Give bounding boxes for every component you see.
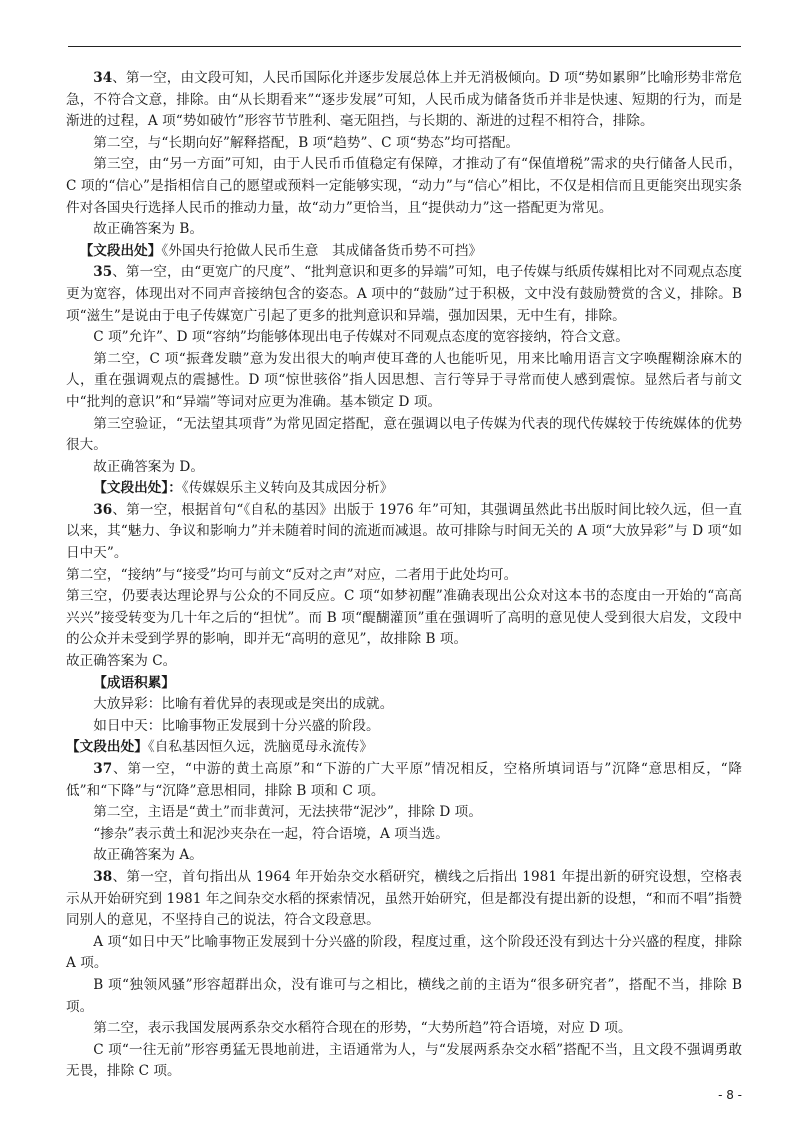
paragraph: 第二空，主语是“黄土”而非黄河，无法挟带“泥沙”，排除 D 项。 (93, 804, 482, 821)
idiom-definition: 大放异彩：比喻有着优异的表现或是突出的成就。 (93, 696, 394, 713)
paragraph-q37 (66, 759, 742, 802)
answer-line: 故正确答案为 C。 (66, 653, 177, 670)
paragraph: B 项“独领风骚”形容超群出众，没有谁可与之相比，横线之前的主语为“很多研究者”，搭配不当，排除 B 项。 (66, 976, 742, 1015)
answer-line: 故正确答案为 A。 (93, 847, 203, 864)
paragraph: 第二空，“接纳”与“接受”均可与前文“反对之声”对应，二者用于此处均可。 (66, 566, 518, 583)
paragraph-q34 (66, 68, 742, 133)
paragraph: C 项”允许”、D 项“容纳”均能够体现出电子传媒对不同观点态度的宽容接纳，符合文意。 (93, 329, 629, 346)
paragraph-text: 、第一空，首句指出从 1964 年开始杂交水稻研究，横线之后指出 1981 年提出新的研究设想，空格表示从开始研究到 1981 年之间杂交水稻的探索情况，虽然开始研究，但是都没有提出新的设想，“和而不唱”指赞同别人的意见，不坚持自己的说法，符合文段意思。 (66, 868, 742, 929)
paragraph: 第三空，仍要表达理论界与公众的不同反应。C 项“如梦初醒”准确表现出公众对这本书的态度由一开始的“高高兴兴”接受转变为几十年之后的“担忧”。而 B 项“醍醐灌顶”重在强调听了高明的意见使人受到很大启发，文段中的公众并未受到学界的影响，即并无“高明的意见”，故排除 B 项。 (66, 588, 742, 648)
page-number: - 8 - (718, 1088, 742, 1102)
paragraph: 第三空，由“另一方面”可知，由于人民币币值稳定有保障，才推动了有“保值增税”需求的央行储备人民币，C 项的“信心”是指相信自己的愿望或预料一定能够实现，“动力”与“信心”相比，不仅是相信而且更能突出现实条件对各国央行选择人民币的推动力量，故“动力”更恰当，且“提供动力”这一搭配更为常见。 (66, 156, 742, 216)
page-body (66, 68, 742, 1083)
paragraph-q36 (66, 500, 742, 565)
header-rule (68, 46, 741, 47)
paragraph: 第二空，与“长期向好”解释搭配，B 项“趋势”、C 项“势态”均可搭配。 (93, 134, 520, 151)
question-number: 38 (93, 868, 113, 885)
paragraph-q38 (66, 867, 742, 932)
paragraph-q35 (66, 262, 742, 327)
question-number: 36 (93, 501, 113, 518)
source-title: 《自私基因恒久远，洗脑觅母永流传》 (147, 739, 374, 756)
source-line (66, 241, 742, 263)
idiom-section-label: 【成语积累】 (93, 674, 176, 691)
question-number: 34 (93, 70, 113, 86)
paragraph: 第三空验证，“无法望其项背”为常见固定搭配，意在强调以电子传媒为代表的现代传媒较于传统媒体的优势很大。 (66, 415, 742, 454)
paragraph-text: 、第一空，根据首句“《自私的基因》出版于 1976 年”可知，其强调虽然此书出版时间比较久远，但一直以来，其“魅力、争议和影响力”并未随着时间的流逝而减退。故可排除与时间无关的 A 项“大放异彩”与 D 项“如日中天”。 (66, 501, 742, 562)
paragraph-text: 、第一空，由“更宽广的尺度”、“批判意识和更多的异端”可知，电子传媒与纸质传媒相比对不同观点态度更为宽容，体现出对不同声音接纳包含的姿态。A 项中的“鼓励”过于积极，文中没有鼓励赞赏的含义，排除。B 项“滋生”是说由于电子传媒宽广引起了更多的批判意识和异端，强加因果，无中生有，排除。 (66, 264, 742, 324)
question-number: 35 (93, 264, 113, 281)
section-label (66, 673, 742, 695)
paragraph-text: 、第一空，“中游的黄土高原”和“下游的广大平原”情况相反，空格所填词语与”沉降“意思相反，“降低”和“下降”与“沉降”意思相同，排除 B 项和 C 项。 (66, 761, 742, 799)
paragraph: C 项“一往无前”形容勇猛无畏地前进，主语通常为人，与“发展两系杂交水稻”搭配不当，且文段不强调勇敢无畏，排除 C 项。 (66, 1041, 742, 1080)
answer-line: 故正确答案为 D。 (93, 458, 205, 475)
paragraph-text: 、第一空，由文段可知，人民币国际化并逐步发展总体上并无消极倾向。D 项“势如累卵”比喻形势非常危急，不符合文意，排除。由“从长期看来”“逐步发展”可知，人民币成为储备货币并非是快速、短期的行为，而是渐进的过程，A 项“势如破竹”形容节节胜利、毫无阻挡，与长期的、渐进的过程不相符合，排除。 (66, 70, 742, 130)
source-line (66, 478, 742, 500)
paragraph: “掺杂”表示黄土和泥沙夹杂在一起，符合语境，A 项当选。 (93, 825, 449, 842)
idiom-definition: 如日中天：比喻事物正发展到十分兴盛的阶段。 (93, 717, 380, 734)
source-label: 【文段出处】 (79, 242, 162, 259)
question-number: 37 (93, 761, 113, 777)
source-title: 《传媒娱乐主义转向及其成因分析》 (181, 480, 394, 497)
paragraph: 第二空，表示我国发展两系杂交水稻符合现在的形势，“大势所趋”符合语境，对应 D 项。 (93, 1020, 632, 1037)
paragraph: A 项“如日中天”比喻事物正发展到十分兴盛的阶段，程度过重，这个阶段还没有到达十分兴盛的程度，排除 A 项。 (66, 933, 742, 972)
source-label: 【文段出处】 (66, 739, 148, 756)
answer-line: 故正确答案为 B。 (93, 221, 204, 238)
source-title: 《外国央行抢做人民币生意 其成储备货币势不可挡》 (161, 242, 483, 259)
source-line (66, 737, 742, 759)
paragraph: 第二空，C 项“振聋发聩”意为发出很大的响声使耳聋的人也能听见，用来比喻用语言文字唤醒糊涂麻木的人，重在强调观点的震撼性。D 项“惊世骇俗”指人因思想、言行等异于寻常而使人感到震惊。显然后者与前文中“批判的意识”和“异端”等词对应更为准确。基本锁定 D 项。 (66, 350, 742, 410)
source-label: 【文段出处】： (93, 480, 182, 497)
